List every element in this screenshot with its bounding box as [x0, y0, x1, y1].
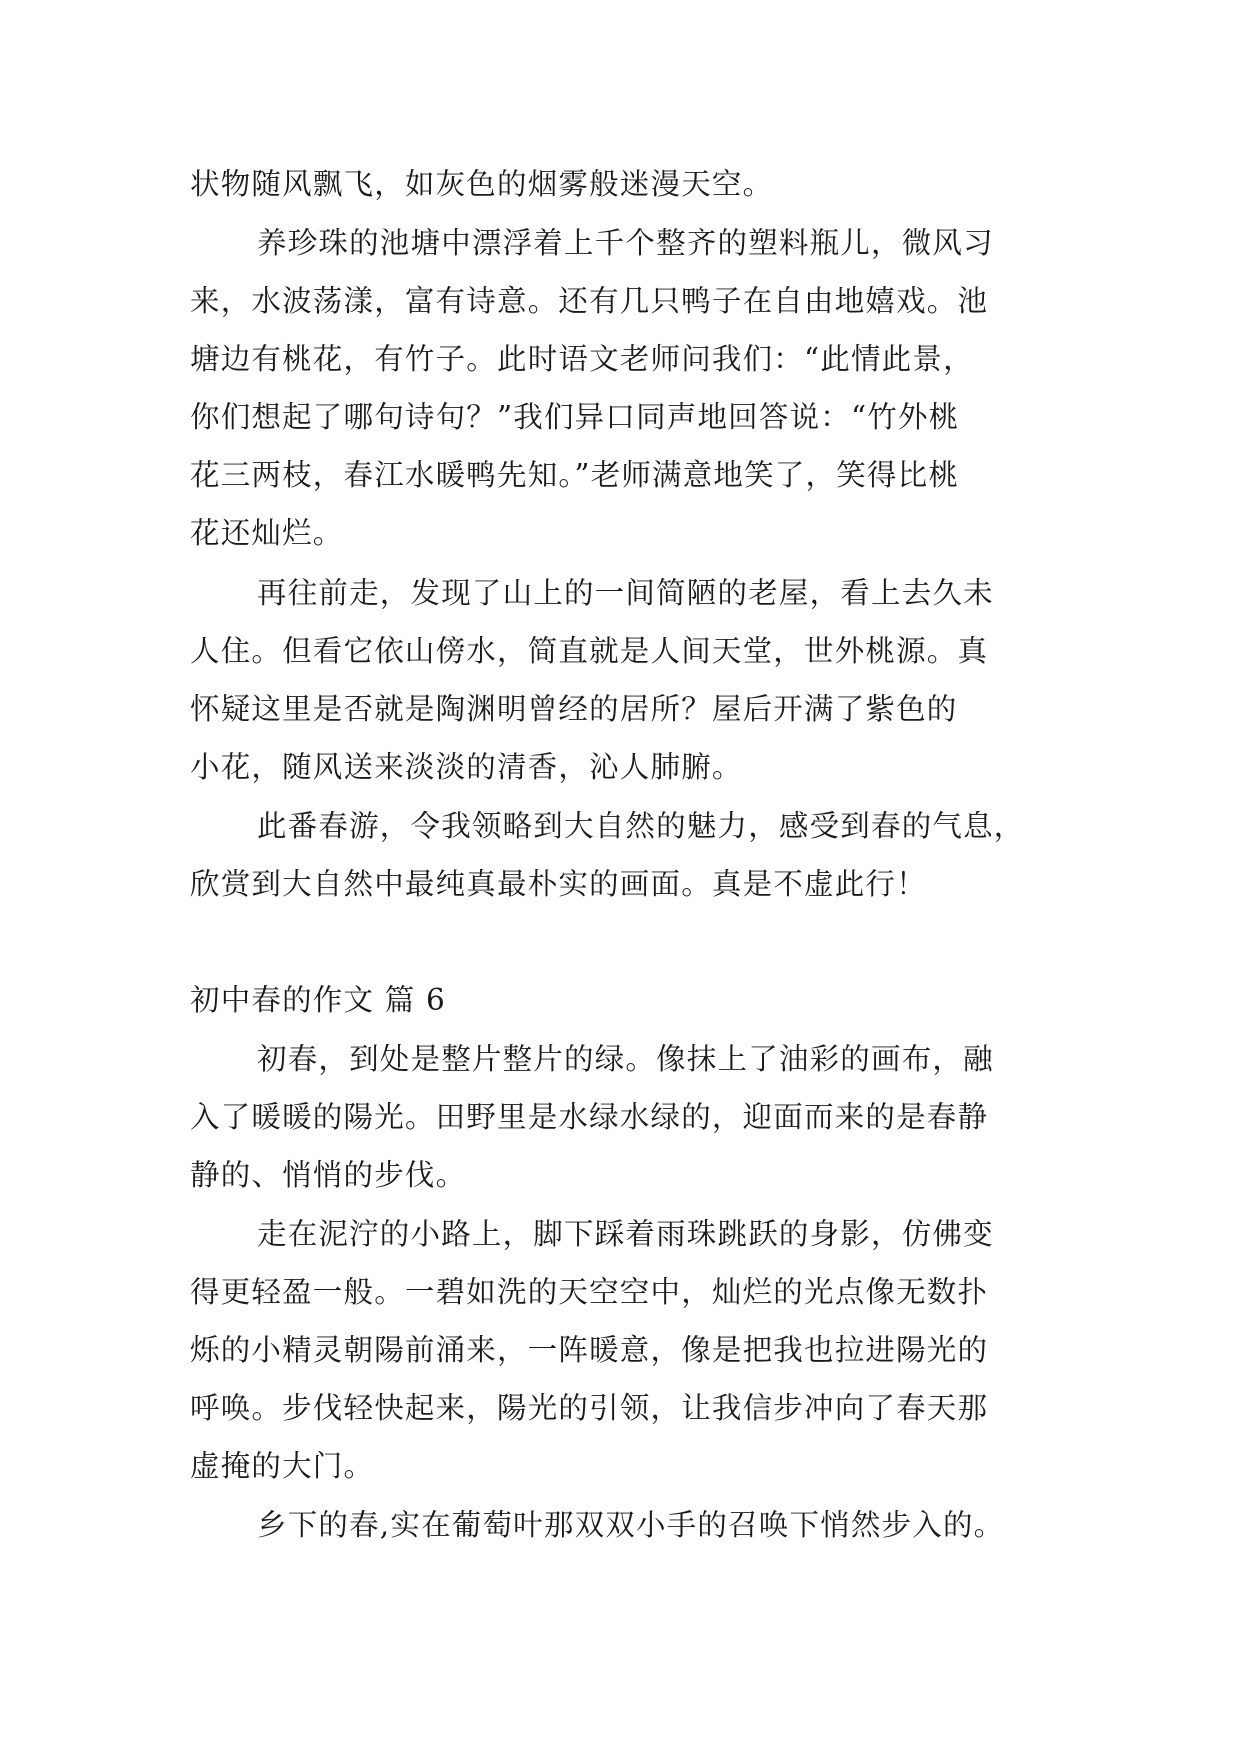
text-line: 小花，随风送来淡淡的清香，沁人肺腑。	[190, 750, 743, 784]
paragraph-first-line: 再往前走，发现了山上的一间简陋的老屋，看上去久未	[257, 576, 994, 610]
text-line: 人住。但看它依山傍水，简直就是人间天堂，世外桃源。真	[190, 634, 989, 668]
text-line: 来，水波荡漾，富有诗意。还有几只鸭子在自由地嬉戏。池	[190, 284, 989, 318]
section-heading: 初中春的作文 篇 6	[190, 983, 447, 1017]
text-line: 塘边有桃花，有竹子。此时语文老师问我们：“此情此景，	[190, 342, 974, 376]
paragraph-first-line: 此番春游，令我领略到大自然的魅力，感受到春的气息，	[257, 809, 1025, 843]
paragraph-first-line: 走在泥泞的小路上，脚下踩着雨珠跳跃的身影，仿佛变	[257, 1217, 994, 1251]
text-line: 静的、悄悄的步伐。	[190, 1158, 467, 1192]
text-line: 怀疑这里是否就是陶渊明曾经的居所？屋后开满了紫色的	[190, 692, 958, 726]
paragraph-first-line: 初春，到处是整片整片的绿。像抹上了油彩的画布，融	[257, 1042, 994, 1076]
text-line: 状物随风飘飞，如灰色的烟雾般迷漫天空。	[190, 167, 774, 201]
text-line: 呼唤。步伐轻快起来，陽光的引领，让我信步冲向了春天那	[190, 1391, 989, 1425]
paragraph-first-line: 乡下的春,实在葡萄叶那双双小手的召唤下悄然步入的。	[257, 1508, 1005, 1542]
paragraph-first-line: 养珍珠的池塘中漂浮着上千个整齐的塑料瓶儿，微风习	[257, 226, 994, 260]
text-line: 入了暖暖的陽光。田野里是水绿水绿的，迎面而来的是春静	[190, 1100, 989, 1134]
text-line: 烁的小精灵朝陽前涌来，一阵暖意，像是把我也拉进陽光的	[190, 1333, 989, 1367]
text-line: 得更轻盈一般。一碧如洗的天空空中，灿烂的光点像无数扑	[190, 1275, 989, 1309]
text-line: 花三两枝，春江水暖鸭先知。”老师满意地笑了，笑得比桃	[190, 458, 960, 492]
text-line: 虚掩的大门。	[190, 1449, 375, 1483]
text-line: 欣赏到大自然中最纯真最朴实的画面。真是不虚此行！	[190, 867, 927, 901]
text-line: 花还灿烂。	[190, 516, 344, 550]
text-line: 你们想起了哪句诗句？”我们异口同声地回答说：“竹外桃	[190, 400, 960, 434]
